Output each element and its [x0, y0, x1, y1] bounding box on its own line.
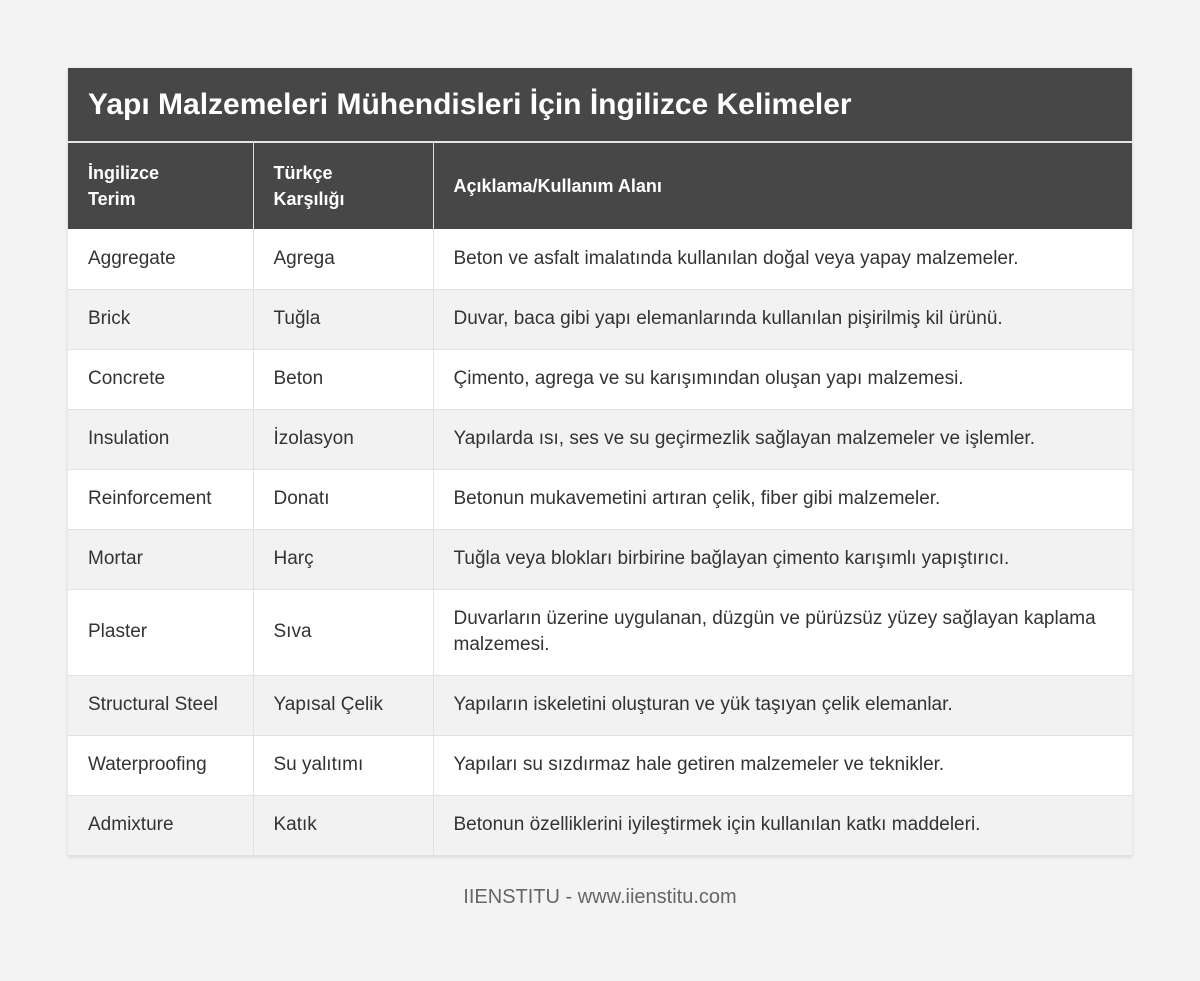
turkish-term-cell: Harç	[253, 529, 433, 589]
column-header-turkish-equivalent: Türkçe Karşılığı	[253, 143, 433, 229]
table-header-row	[68, 143, 1132, 229]
turkish-term-cell: Agrega	[253, 229, 433, 289]
turkish-term-cell: Yapısal Çelik	[253, 675, 433, 735]
description-cell: Yapılarda ısı, ses ve su geçirmezlik sağlayan malzemeler ve işlemler.	[433, 409, 1132, 469]
turkish-term-cell: Tuğla	[253, 289, 433, 349]
description-cell: Tuğla veya blokları birbirine bağlayan çimento karışımlı yapıştırıcı.	[433, 529, 1132, 589]
table-row	[68, 469, 1132, 529]
description-cell: Beton ve asfalt imalatında kullanılan doğal veya yapay malzemeler.	[433, 229, 1132, 289]
english-term-cell: Concrete	[68, 349, 253, 409]
description-cell: Çimento, agrega ve su karışımından oluşan yapı malzemesi.	[433, 349, 1132, 409]
table-row	[68, 229, 1132, 289]
column-header-english-term: İngilizce Terim	[68, 143, 253, 229]
description-cell: Yapıların iskeletini oluşturan ve yük taşıyan çelik elemanlar.	[433, 675, 1132, 735]
vocabulary-table	[68, 143, 1132, 856]
vocabulary-table-card	[68, 68, 1132, 856]
english-term-cell: Waterproofing	[68, 735, 253, 795]
table-title: Yapı Malzemeleri Mühendisleri İçin İngilizce Kelimeler	[68, 68, 1132, 143]
footer-credit: IIENSTITU - www.iienstitu.com	[463, 886, 737, 908]
english-term-cell: Aggregate	[68, 229, 253, 289]
description-cell: Betonun özelliklerini iyileştirmek için kullanılan katkı maddeleri.	[433, 795, 1132, 855]
table-row	[68, 409, 1132, 469]
description-cell: Duvarların üzerine uygulanan, düzgün ve pürüzsüz yüzey sağlayan kaplama malzemesi.	[433, 589, 1132, 675]
description-cell: Yapıları su sızdırmaz hale getiren malzemeler ve teknikler.	[433, 735, 1132, 795]
english-term-cell: Brick	[68, 289, 253, 349]
table-row	[68, 735, 1132, 795]
english-term-cell: Plaster	[68, 589, 253, 675]
table-row	[68, 349, 1132, 409]
turkish-term-cell: İzolasyon	[253, 409, 433, 469]
table-row	[68, 589, 1132, 675]
turkish-term-cell: Donatı	[253, 469, 433, 529]
english-term-cell: Admixture	[68, 795, 253, 855]
english-term-cell: Reinforcement	[68, 469, 253, 529]
table-row	[68, 529, 1132, 589]
english-term-cell: Structural Steel	[68, 675, 253, 735]
table-row	[68, 795, 1132, 855]
table-row	[68, 675, 1132, 735]
english-term-cell: Mortar	[68, 529, 253, 589]
turkish-term-cell: Beton	[253, 349, 433, 409]
turkish-term-cell: Sıva	[253, 589, 433, 675]
description-cell: Duvar, baca gibi yapı elemanlarında kullanılan pişirilmiş kil ürünü.	[433, 289, 1132, 349]
english-term-cell: Insulation	[68, 409, 253, 469]
turkish-term-cell: Su yalıtımı	[253, 735, 433, 795]
description-cell: Betonun mukavemetini artıran çelik, fiber gibi malzemeler.	[433, 469, 1132, 529]
turkish-term-cell: Katık	[253, 795, 433, 855]
column-header-description: Açıklama/Kullanım Alanı	[433, 143, 1132, 229]
table-row	[68, 289, 1132, 349]
